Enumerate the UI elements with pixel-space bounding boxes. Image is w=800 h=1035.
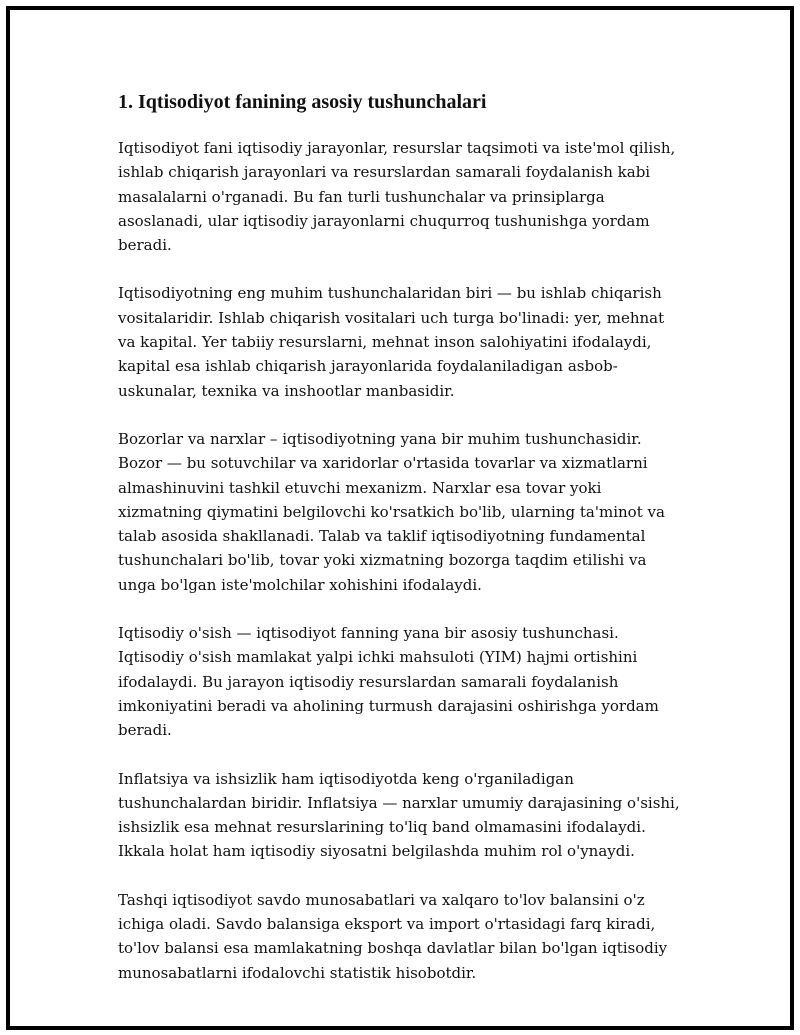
paragraph-economic-growth: Iqtisodiy o'sish — iqtisodiyot fanning yana bir asosiy tushunchasi. Iqtisodiy o'sish mamlakat yalpi ichki mahsuloti (YIM) hajmi ortishini ifodalaydi. Bu jarayon iqtisodiy resurslardan samarali foydalanish imkoniyatini beradi va aholining turmush darajasini oshirishga yordam beradi. bbox=[118, 624, 659, 740]
paragraph-intro: Iqtisodiyot fani iqtisodiy jarayonlar, resurslar taqsimoti va iste'mol qilish, ishlab chiqarish jarayonlari va resurslardan samarali foydalanish kabi masalalarni o'rganadi. Bu fan turli tushunchalar va prinsiplarga asoslanadi, ular iqtisodiy jarayonlarni chuqurroq tushunishga yordam beradi. bbox=[118, 139, 676, 255]
paragraph-means-of-production: Iqtisodiyotning eng muhim tushunchalaridan biri — bu ishlab chiqarish vositalaridir. Ishlab chiqarish vositalari uch turga bo'linadi: yer, mehnat va kapital. Yer tabiiy resurslarni, mehnat inson salohiyatini ifodalaydi, kapital esa ishlab chiqarish jarayonlarida foydalaniladigan asbob-uskunalar, texnika va inshootlar manbasidir. bbox=[118, 284, 665, 400]
section-heading: 1. Iqtisodiyot fanining asosiy tushunchalari bbox=[118, 91, 487, 113]
paragraph-inflation-unemployment: Inflatsiya va ishsizlik ham iqtisodiyotda keng o'rganiladigan tushunchalardan biridir. Inflatsiya — narxlar umumiy darajasining o'sishi, ishsizlik esa mehnat resurslarining to'liq band olmamasini ifodalaydi. Ikkala holat ham iqtisodiy siyosatni belgilashda muhim rol o'ynaydi. bbox=[118, 769, 680, 861]
document-body bbox=[118, 88, 683, 1009]
paragraph-foreign-economy: Tashqi iqtisodiyot savdo munosabatlari va xalqaro to'lov balansini o'z ichiga oladi. Savdo balansiga eksport va import o'rtasidagi farq kiradi, to'lov balansi esa mamlakatning boshqa davlatlar bilan bo'lgan iqtisodiy munosabatlarni ifodalovchi statistik hisobotdir. bbox=[118, 890, 668, 982]
paragraph-markets-and-prices: Bozorlar va narxlar – iqtisodiyotning yana bir muhim tushunchasidir. Bozor — bu sotuvchilar va xaridorlar o'rtasida tovarlar va xizmatlarni almashinuvini tashkil etuvchi mexanizm. Narxlar esa tovar yoki xizmatning qiymatini belgilovchi ko'rsatkich bo'lib, ularning ta'minot va talab asosida shakllanadi. Talab va taklif iqtisodiyotning fundamental tushunchalari bo'lib, tovar yoki xizmatning bozorga taqdim etilishi va unga bo'lgan iste'molchilar xohishini ifodalaydi. bbox=[118, 429, 665, 594]
